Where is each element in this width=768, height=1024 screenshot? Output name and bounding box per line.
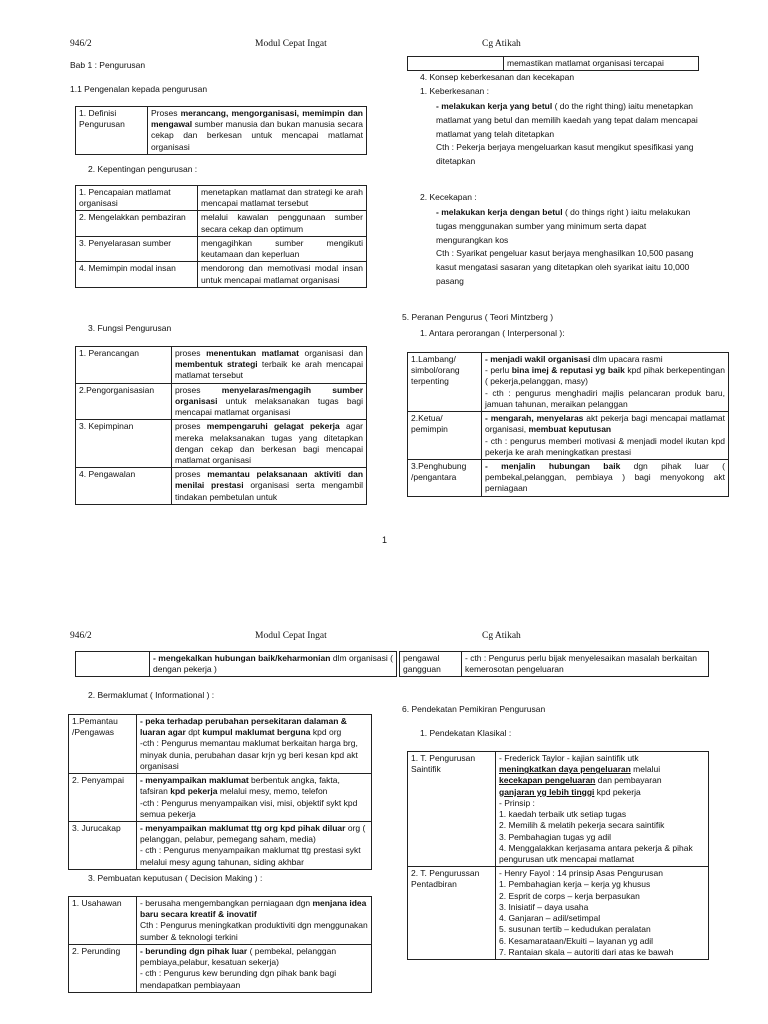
table-row: 2.Pengorganisasian proses menyelaras/mengagih sumber organisasi untuk melaksanakan tugas bagi mencapai matlamat organisasi	[76, 383, 367, 420]
header-title: Modul Cepat Ingat	[255, 39, 327, 49]
fungsi-table	[75, 346, 367, 505]
table-row: 3. Penyelarasan sumber mengagihkan sumber mengikuti keutamaan dan keperluan	[76, 236, 367, 261]
header-author: Cg Atikah	[482, 39, 521, 49]
interpersonal-continuation-table	[75, 651, 397, 677]
table-row	[76, 107, 367, 155]
header-code: 946/2	[70, 39, 92, 49]
definition-desc: Proses merancang, mengorganisasi, memimpin dan mengawal sumber manusia dan bukan manusia secara cekap dan berkesan untuk mencapai matlamat organisasi	[148, 107, 367, 155]
table-row: 1. Pencapaian matlamat organisasi menetapkan matlamat dan strategi ke arah mencapai matlamat tersebut	[76, 186, 367, 211]
informational-table	[68, 714, 372, 870]
table-row: 4. Memimpin modal insan mendorong dan memotivasi modal insan untuk mencapai matlamat organisasi	[76, 262, 367, 287]
keberkesanan-text: - melakukan kerja yang betul ( do the right thing) iaitu menetapkan matlamat yang betul dan memilih kaedah yang tepat dalam mencapai matlamat yang telah ditetapkan Cth : Pekerja berjaya mengeluarkan kasut mengikut spesifikasi yang ditetapkan	[436, 101, 698, 167]
kecekapan-text: - melakukan kerja dengan betul ( do things right ) iaitu melakukan tugas menggunakan sumber yang minimum serta dapat mengurangkan kos Cth : Syarikat pengeluar kasut berjaya menghasilkan 10,500 pasang kasut mengatasi sasaran yang ditetapkan oleh syarikat iaitu 10,000 pasang	[436, 207, 694, 286]
kepentingan-title: 2. Kepentingan pengurusan :	[88, 164, 198, 174]
header-author: Cg Atikah	[482, 631, 521, 641]
definition-table	[75, 106, 367, 155]
konsep-title: 4. Konsep keberkesanan dan kecekapan	[420, 72, 575, 82]
table-row: 2. T. Pengurussan Pentadbiran - Henry Fayol : 14 prinsip Asas Pengurusan 1. Pembahagian kerja – kerja yg khusus 2. Esprit de corps – kerja berpasukan 3. Inisiatif – daya usaha 4. Ganjaran – adil/setimpal 5. susunan tertib – kedudukan peralatan 6. Kesamarataan/Ekuiti – layanan yg adil 7. Rantaian skala – autoriti dari atas ke bawah	[408, 867, 709, 960]
table-row: memastikan matlamat organisasi tercapai	[408, 57, 699, 71]
informational-title: 2. Bermaklumat ( Informational ) :	[88, 690, 215, 700]
decision-table	[68, 896, 372, 993]
page-number: 1	[382, 535, 388, 545]
table-row: 2. Perunding - berunding dgn pihak luar ( pembekal, pelanggan pembiaya,pelabur, kesatuan sekerja) - cth : Pengurus kew berunding dgn pihak bank bagi mendapatkan pembiayaan	[69, 944, 372, 992]
pendekatan-title: 6. Pendekatan Pemikiran Pengurusan	[402, 704, 546, 714]
table-row: 3. Kepimpinan proses mempengaruhi gelagat pekerja agar mereka melaksanakan tugas yang ditetapkan dengan cekap dan berkesan bagi mencapai matlamat organisasi	[76, 420, 367, 468]
interpersonal-title: 1. Antara perorangan ( Interpersonal ):	[420, 328, 565, 338]
table-row: 3. Jurucakap - menyampaikan maklumat ttg org kpd pihak diluar org ( pelanggan, pelabur, pemegang saham, media) - cth : Pengurus menyampaikan maklumat ttg prestasi sykt melalui mesy agung tahunan, siding akhbar	[69, 821, 372, 869]
page-2	[0, 590, 768, 1024]
table-row: 2.Ketua/ pemimpin - mengarah, menyelaras akt pekerja bagi mencapai matlamat organisasi, membuat keputusan - cth : pengurus memberi motivasi & menjadi model ikutan kpd pekerja ke arah meningkatkan prestasi	[408, 412, 729, 460]
table-row: 1. Usahawan - berusaha mengembangkan perniagaan dgn menjana idea baru secara kreatif & inovatif Cth : Pengurus meningkatkan produktiviti dgn menggunakan sumber & teknologi terkini	[69, 897, 372, 945]
table-row: 3.Penghubung /pengantara - menjalin hubungan baik dgn pihak luar ( pembekal,pelanggan, pembiaya ) bagi menyokong akt perniagaan	[408, 459, 729, 496]
fungsi-continuation-table	[407, 56, 699, 71]
kepentingan-table	[75, 185, 367, 288]
klasikal-title: 1. Pendekatan Klasikal :	[420, 728, 512, 738]
table-row: 1. Perancangan proses menentukan matlamat organisasi dan membentuk strategi terbaik ke arah mencapai matlamat tersebut	[76, 347, 367, 384]
table-row: 1.Lambang/ simbol/orang terpenting - menjadi wakil organisasi dlm upacara rasmi - perlu bina imej & reputasi yg baik kpd pihak berkepentingan ( pekerja,pelanggan, masy) - cth : pengurus menghadiri majlis pelancaran produk baru, jamuan tahunan, meraikan pelanggan	[408, 353, 729, 412]
table-row: 1.Pemantau /Pengawas - peka terhadap perubahan persekitaran dalaman & luaran agar dpt kumpul maklumat berguna kpd org -cth : Pengurus memantau maklumat berkaitan harga brg, minyak dunia, perubahan dasar krjn yg beri kesan kpd akt organisasi	[69, 715, 372, 774]
section-title: 1.1 Pengenalan kepada pengurusan	[70, 84, 208, 94]
keberkesanan-title: 1. Keberkesanan :	[420, 86, 489, 96]
table-row: pengawal gangguan - cth : Pengurus perlu bijak menyelesaikan masalah berkaitan kemerosotan pengeluaran	[400, 652, 709, 677]
table-row: 2. Penyampai - menyampaikan maklumat berbentuk angka, fakta, tafsiran kpd pekerja melalui mesy, memo, telefon -cth : Pengurus menyampaikan visi, misi, objektif sykt kpd semua pekerja	[69, 774, 372, 822]
table-row: 2. Mengelakkan pembaziran melalui kawalan penggunaan sumber secara cekap dan optimum	[76, 211, 367, 236]
table-row: - mengekalkan hubungan baik/keharmonian dlm organisasi ( dengan pekerja )	[76, 652, 397, 677]
fungsi-title: 3. Fungsi Pengurusan	[88, 323, 172, 333]
peranan-title: 5. Peranan Pengurus ( Teori Mintzberg )	[402, 312, 554, 322]
kecekapan-title: 2. Kecekapan :	[420, 192, 477, 202]
header-title: Modul Cepat Ingat	[255, 631, 327, 641]
header-code: 946/2	[70, 631, 92, 641]
interpersonal-table	[407, 352, 729, 497]
table-row: 4. Pengawalan proses memantau pelaksanaan aktiviti dan menilai prestasi organisasi serta mengambil tindakan pembetulan untuk	[76, 468, 367, 505]
decision-title: 3. Pembuatan keputusan ( Decision Making ) :	[88, 873, 263, 883]
pengawal-table	[399, 651, 709, 677]
chapter-title: Bab 1 : Pengurusan	[70, 60, 146, 70]
table-row: 1. T. Pengurusan Saintifik - Frederick Taylor - kajian saintifik utk meningkatkan daya pengeluaran melalui kecekapan pengeluaran dan pembayaran ganjaran yg lebih tinggi kpd pekerja - Prinsip : 1. kaedah terbaik utk setiap tugas 2. Memilih & melatih pekerja secara saintifik 3. Pembahagian tugas yg adil 4. Menggalakkan kerjasama antara pekerja & pihak pengurusan utk mencapai matlamat	[408, 752, 709, 867]
klasikal-table	[407, 751, 709, 960]
definition-term: 1. Definisi Pengurusan	[76, 107, 148, 155]
